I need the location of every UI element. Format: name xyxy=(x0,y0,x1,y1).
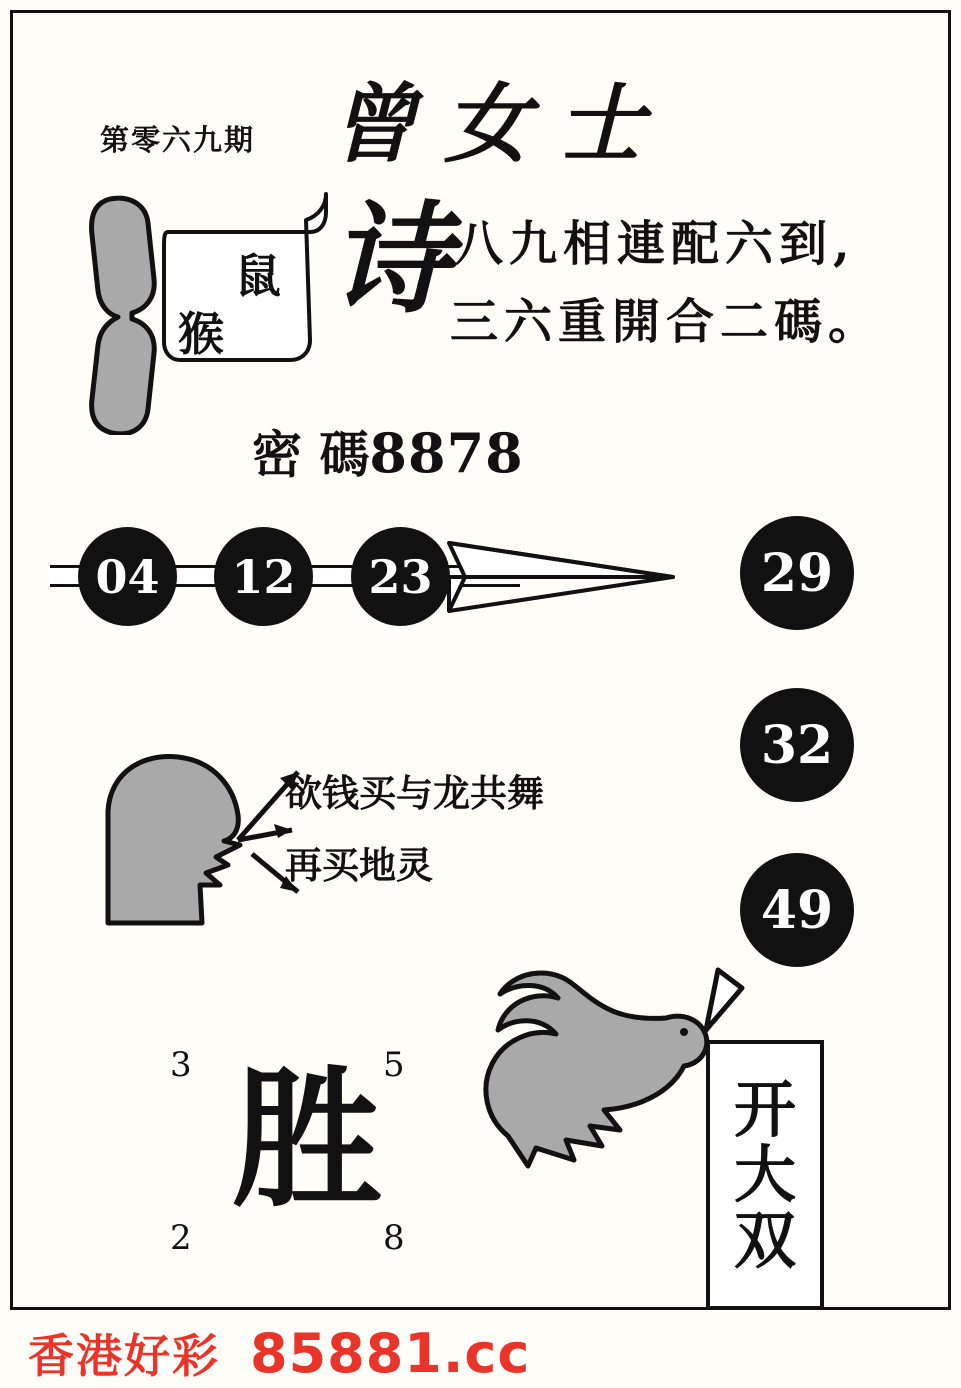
footer-site-name: 香港好彩 xyxy=(28,1329,220,1383)
corner-number: 3 xyxy=(170,1045,192,1085)
corner-number: 2 xyxy=(170,1218,192,1258)
phone-handset-icon xyxy=(88,195,158,435)
corner-number: 5 xyxy=(383,1045,405,1085)
number-ball: 32 xyxy=(742,690,852,800)
footer-url[interactable]: 85881.cc xyxy=(250,1321,531,1385)
vbox-char: 大 xyxy=(733,1138,796,1212)
number-ball: 49 xyxy=(742,855,852,965)
number-arrow-group xyxy=(50,515,690,640)
issue-label: 第零六九期 xyxy=(100,123,256,157)
footer xyxy=(0,1318,961,1388)
vbox-char: 开 xyxy=(733,1073,796,1147)
page-title: 曾女士 xyxy=(330,74,672,175)
arrow-right-icon xyxy=(445,533,680,627)
number-ball: 12 xyxy=(216,529,311,624)
corner-number: 8 xyxy=(383,1218,405,1258)
big-character: 胜 xyxy=(232,1052,383,1228)
password-line xyxy=(252,415,524,487)
number-ball: 04 xyxy=(80,529,175,624)
speech-line-2: 再买地灵 xyxy=(285,843,433,887)
password-digits: 8878 xyxy=(369,421,524,485)
poem-line-1: 八九相連配六到, xyxy=(455,216,856,272)
number-ball: 23 xyxy=(353,529,448,624)
speech-line-1: 欲钱买与龙共舞 xyxy=(285,771,544,815)
zodiac-monkey-label: 猴 xyxy=(178,307,224,361)
vertical-result-box xyxy=(706,1040,824,1310)
poem-line-2: 三六重開合二碼。 xyxy=(450,294,883,350)
vbox-char: 双 xyxy=(733,1203,796,1277)
poem-character: 诗 xyxy=(330,189,450,330)
zodiac-rat-label: 鼠 xyxy=(235,249,281,303)
password-label: 密 碼 xyxy=(252,425,370,484)
number-ball: 29 xyxy=(742,518,852,628)
